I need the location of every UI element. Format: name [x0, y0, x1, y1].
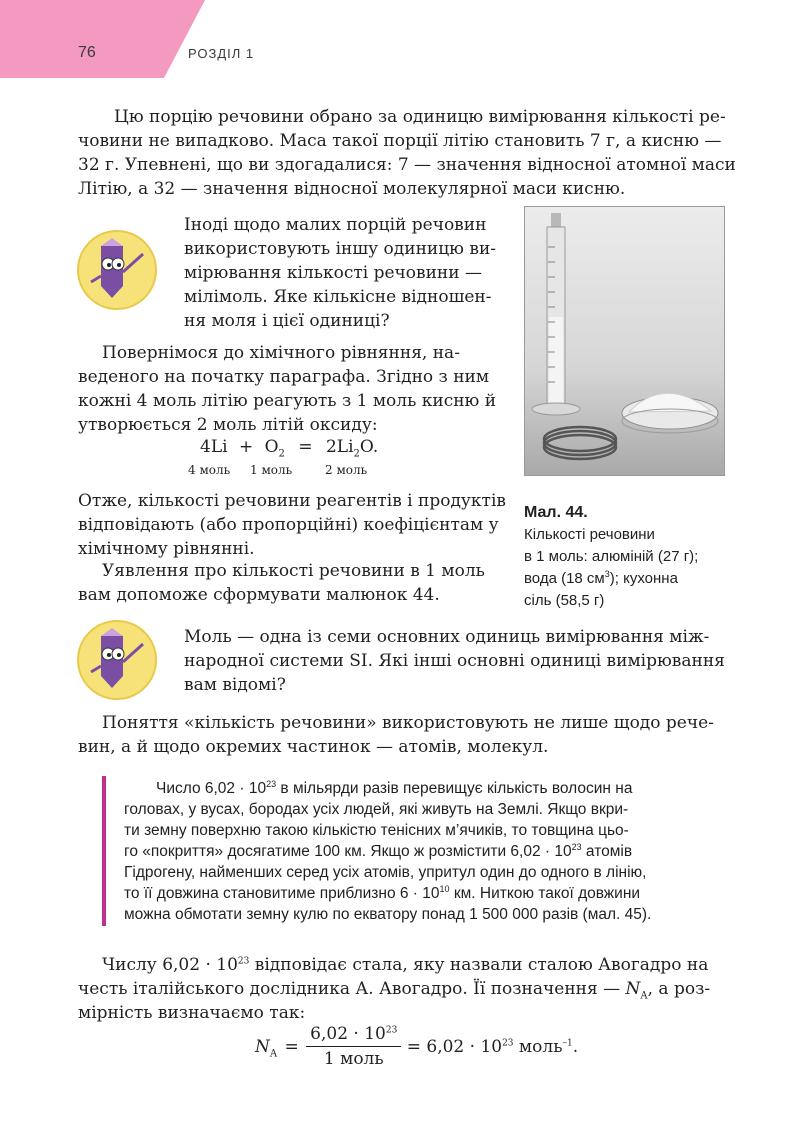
text-line: вин, а й щодо окремих частинок — атомів, молекул.: [78, 737, 549, 757]
figure-title: Мал. 44.: [524, 504, 588, 521]
text-line: ня моля і цієї одиниці?: [184, 311, 390, 331]
equation-plus: +: [238, 437, 254, 457]
text-line: Числу $6,02 \cdot 10^{23}$ відповідає стала, яку назвали сталою Авогадро на: [102, 955, 709, 975]
chemical-equation: [200, 437, 379, 460]
caption-line: сіль (58,5 г): [524, 592, 605, 609]
avogadro-fact-box: [124, 778, 728, 925]
formula-equals: =: [284, 1036, 299, 1057]
section-title: РОЗДІЛ 1: [188, 46, 255, 61]
text-line: честь італійського дослідника А. Авогадро. Її позначення — $N_A$, а роз-: [78, 979, 711, 1002]
formula-rhs: = $6,02 \cdot 10^{23}$ моль$^{-1}$.: [406, 1036, 579, 1057]
text-line: Уявлення про кількості речовини в 1 моль: [102, 561, 485, 581]
header-band: [0, 0, 800, 78]
avogadro-formula: [255, 1024, 578, 1069]
equation-amount-3: 2 моль: [325, 463, 368, 477]
fraction-denominator: 1 моль: [323, 1049, 384, 1069]
text-line: мірювання кількості речовини —: [184, 263, 482, 283]
formula-fraction: [306, 1024, 401, 1069]
text-line: кожні 4 моль літію реагують з 1 моль кисню й: [78, 391, 497, 411]
text-line: ти земну поверхню такою кількістю тенісних м’ячиків, то товщина цьо-: [124, 822, 629, 839]
text-line: Гідрогену, найменших серед усіх атомів, упритул один до одного в лінію,: [124, 864, 647, 881]
paragraph-conclusion: [78, 489, 506, 561]
paragraph-intro: [78, 105, 736, 201]
caption-line: в 1 моль: алюміній (27 г);: [524, 548, 699, 565]
text-line: мілімоль. Яке кількісне відношен-: [184, 287, 492, 307]
text-line: хімічному рівнянні.: [78, 539, 255, 559]
text-line: Поняття «кількість речовини» використовують не лише щодо рече-: [102, 713, 714, 733]
caption-line: вода (18 $см^3$); кухонна: [524, 569, 678, 587]
text-line: Моль — одна із семи основних одиниць вимірювання між-: [184, 627, 710, 647]
text-line: утворюється 2 моль літій оксиду:: [78, 415, 378, 435]
text-line: го «покриття» досягатиме 100 км. Якщо ж розмістити $6,02 \cdot 10^{23}$ атомів: [124, 841, 633, 860]
question-si-units: [184, 625, 729, 697]
question-millimole: [184, 213, 500, 333]
text-line: вам відомі?: [184, 675, 286, 695]
paragraph-particles: [78, 711, 728, 759]
pencil-mascot-icon: [77, 620, 157, 700]
equation-term-li2o: $2Li_2O$.: [325, 437, 379, 460]
paragraph-figure-ref: [78, 559, 500, 607]
text-line: Літію, а 32 — значення відносної молекулярної маси кисню.: [78, 179, 626, 199]
text-line: човини не випадково. Маса такої порції літію становить 7 г, а кисню —: [78, 131, 722, 151]
formula-lhs: $N_A$: [255, 1036, 278, 1059]
text-line: Отже, кількості речовини реагентів і продуктів: [78, 491, 506, 511]
equation-amount-2: 1 моль: [250, 463, 293, 477]
text-line: 32 г. Упевнені, що ви здогадалися: 7 — значення відносної атомної маси: [78, 155, 736, 175]
highlight-bar: [102, 776, 106, 926]
text-line: використовують іншу одиницю ви-: [184, 239, 497, 259]
paragraph-equation-intro: [78, 341, 500, 437]
text-line: то її довжина становитиме приблизно $6 \cdot 10^{10}$ км. Ниткою такої довжини: [124, 883, 641, 902]
text-line: Іноді щодо малих порцій речовин: [184, 215, 487, 235]
text-line: можна обмотати земну кулю по екватору понад 1 500 000 разів (мал. 45).: [124, 906, 652, 923]
text-line: Число $6,02 \cdot 10^{23}$ в мільярди разів перевищує кількість волосин на: [156, 778, 633, 797]
figure-44-caption: [524, 502, 744, 612]
text-line: мірність визначаємо так:: [78, 1003, 306, 1023]
text-line: Цю порцію речовини обрано за одиницю вимірювання кількості ре-: [114, 107, 726, 127]
figure-44-photo: [524, 206, 725, 476]
equation-equals: =: [298, 437, 313, 457]
equation-term-o2: $O_2$: [264, 437, 285, 460]
text-line: Повернімося до хімічного рівняння, на-: [102, 343, 460, 363]
text-line: головах, у вусах, бородах усіх людей, які живуть на Землі. Якщо вкри-: [124, 801, 629, 818]
pencil-mascot-icon: [77, 230, 157, 310]
page-number: 76: [78, 44, 96, 61]
text-line: веденого на початку параграфа. Згідно з ним: [78, 367, 490, 387]
equation-term-li: 4Li: [200, 437, 228, 457]
text-line: народної системи SI. Які інші основні одиниці вимірювання: [184, 651, 725, 671]
text-line: відповідають (або пропорційні) коефіцієнтам у: [78, 515, 499, 535]
fraction-numerator: $6,02 \cdot 10^{23}$: [306, 1024, 401, 1047]
paragraph-avogadro: [78, 953, 728, 1025]
equation-amount-1: 4 моль: [188, 463, 231, 477]
text-line: вам допоможе сформувати малюнок 44.: [78, 585, 440, 605]
caption-line: Кількості речовини: [524, 526, 655, 543]
